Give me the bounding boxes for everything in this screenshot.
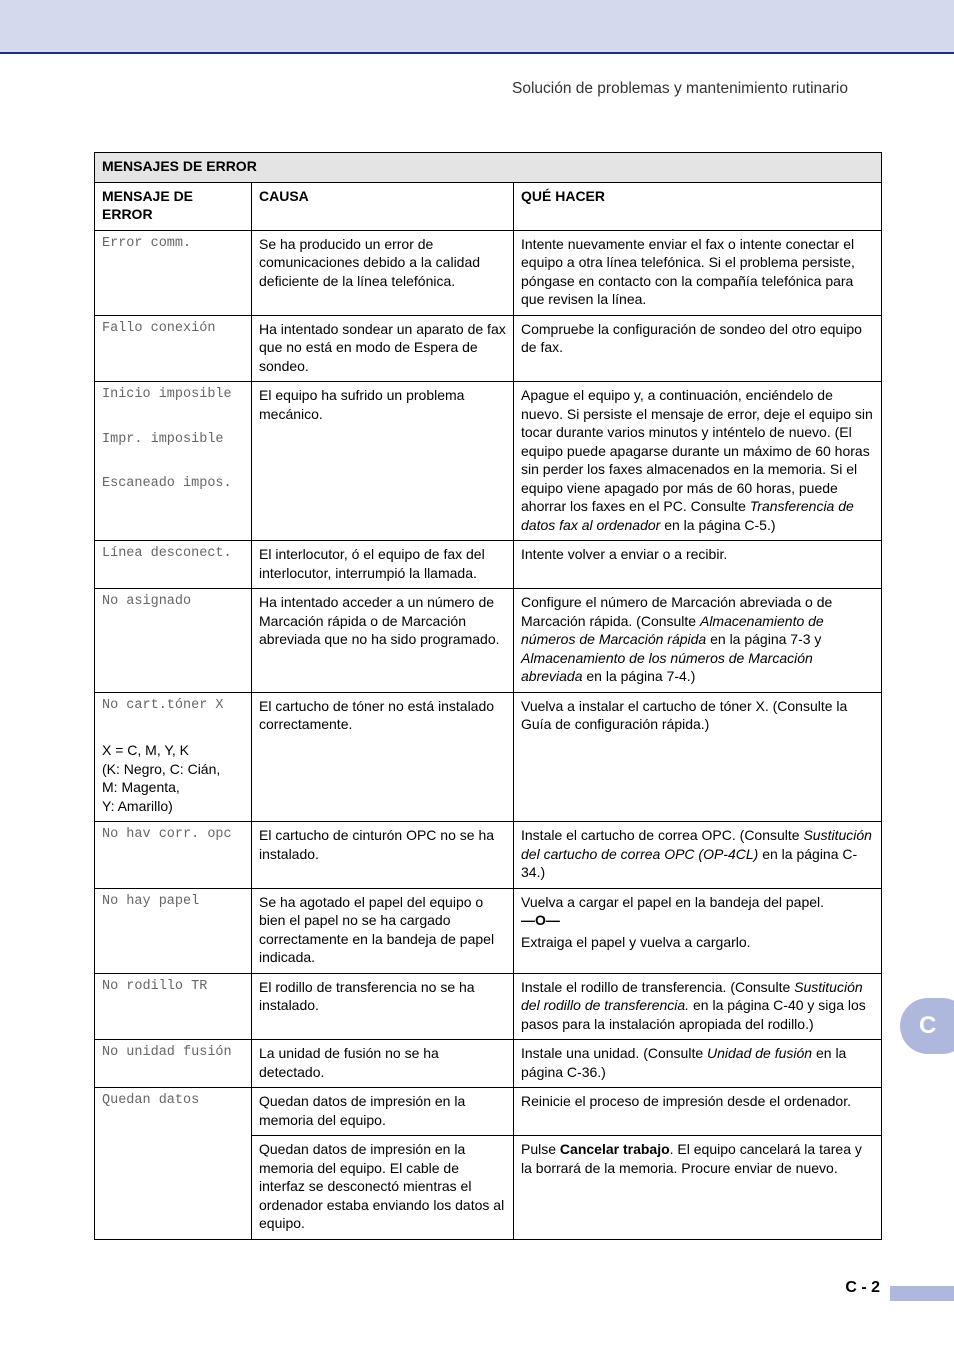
error-messages-table [94,152,882,1240]
action-cell: Reinicie el proceso de impresión desde el ordenador. [514,1088,882,1136]
error-message: Inicio imposible [102,387,232,402]
cause-cell: Ha intentado acceder a un número de Marcación rápida o de Marcación abreviada que no ha sido programado. [252,589,514,693]
action-cell: Instale el rodillo de transferencia. (Consulte Sustitución del rodillo de transferencia. en la página C-40 y siga los pasos para la instalación apropiada del rodillo.) [514,973,882,1040]
error-message: Impr. imposible [102,431,224,447]
reference-link-text: Almacenamiento de los números de Marcación abreviada [521,649,813,684]
table-row [95,382,882,541]
error-message: Escaneado impos. [102,476,232,491]
action-cell: Vuelva a instalar el cartucho de tóner X. (Consulte la Guía de configuración rápida.) [514,692,882,822]
message-cell [95,888,252,973]
top-band [0,0,954,54]
cause-cell: Ha intentado sondear un aparato de fax que no está en modo de Espera de sondeo. [252,315,514,382]
action-cell: Apague el equipo y, a continuación, enciéndelo de nuevo. Si persiste el mensaje de error, deje el equipo sin tocar durante varios minutos y inténtelo de nuevo. (El equipo puede apagarse durante un máximo de 60 horas sin perder los faxes almacenados en la memoria. Si el equipo viene apagado por más de 60 horas, puede ahorrar los faxes en el PC. Consulte Transferencia de datos fax al ordenador en la página C-5.) [514,382,882,541]
footer-bar [890,1286,954,1301]
error-message: No asignado [102,594,192,609]
message-cell [95,230,252,315]
error-message: No rodillo TR [102,978,208,994]
reference-link-text: Transferencia de datos fax al ordenador [521,498,854,533]
col-header-cause: CAUSA [252,182,514,230]
message-cell [95,973,252,1040]
cause-cell: El equipo ha sufrido un problema mecánico. [252,382,514,541]
table-row [95,822,882,889]
message-cell [95,589,252,693]
error-message: Fallo conexión [102,320,216,336]
key-name: Cancelar trabajo [559,1141,670,1157]
action-cell: Vuelva a cargar el papel en la bandeja del papel. —O— Extraiga el papel y vuelva a cargarlo. [514,888,882,973]
error-message: Quedan datos [102,1093,200,1108]
table-title: MENSAJES DE ERROR [95,153,882,183]
reference-link-text: Sustitución del rodillo de transferencia. [521,978,863,1013]
cause-cell: El cartucho de cinturón OPC no se ha instalado. [252,822,514,889]
table-title-row [95,153,882,183]
or-separator: —O— [521,912,560,928]
error-message: Error comm. [102,235,192,251]
action-cell: Configure el número de Marcación abreviada o de Marcación rápida. (Consulte Almacenamiento de números de Marcación rápida en la página 7-3 y Almacenamiento de los números de Marcación abreviada en la página 7-4.) [514,589,882,693]
cause-cell: Quedan datos de impresión en la memoria del equipo. El cable de interfaz se desconectó mientras el ordenador estaba enviando los datos al equipo. [252,1136,514,1240]
table-row [95,692,882,822]
col-header-action: QUÉ HACER [514,182,882,230]
table-row [95,315,882,382]
page-number: C - 2 [845,1279,880,1296]
running-header: Solución de problemas y mantenimiento rutinario [511,80,848,97]
message-cell [95,822,252,889]
error-message: No cart.tóner X [102,697,224,713]
table-header-row [95,182,882,230]
table-row [95,230,882,315]
table-row [95,973,882,1040]
toner-legend: X = C, M, Y, K (K: Negro, C: Cián, M: Magenta, Y: Amarillo) [102,742,221,814]
reference-link-text: Almacenamiento de números de Marcación rápida [521,612,824,647]
message-cell [95,541,252,589]
message-cell [95,692,252,822]
table-row [95,541,882,589]
message-cell [95,315,252,382]
reference-link-text: Unidad de fusión [707,1045,813,1061]
reference-link-text: Sustitución del cartucho de correa OPC (OP-4CL) [521,827,872,862]
action-cell: Intente nuevamente enviar el fax o intente conectar el equipo a otra línea telefónica. Si el problema persiste, póngase en contacto con la compañía telefónica para que revisen la línea. [514,230,882,315]
chapter-tab-c: C [900,998,954,1054]
error-message: Línea desconect. [102,546,232,561]
error-message: No hav corr. opc [102,827,232,842]
cause-cell: El interlocutor, ó el equipo de fax del interlocutor, interrumpió la llamada. [252,541,514,589]
action-cell: Pulse Cancelar trabajo. El equipo cancelará la tarea y la borrará de la memoria. Procure enviar de nuevo. [514,1136,882,1240]
action-cell: Instale el cartucho de correa OPC. (Consulte Sustitución del cartucho de correa OPC (OP-4CL) en la página C-34.) [514,822,882,889]
action-cell: Instale una unidad. (Consulte Unidad de fusión en la página C-36.) [514,1040,882,1088]
cause-cell: La unidad de fusión no se ha detectado. [252,1040,514,1088]
table-row [95,1040,882,1088]
action-cell: Compruebe la configuración de sondeo del otro equipo de fax. [514,315,882,382]
action-cell: Intente volver a enviar o a recibir. [514,541,882,589]
error-message: No unidad fusión [102,1045,232,1060]
cause-cell: El cartucho de tóner no está instalado correctamente. [252,692,514,822]
message-cell [95,382,252,541]
cause-cell: Se ha producido un error de comunicaciones debido a la calidad deficiente de la línea telefónica. [252,230,514,315]
table-row [95,888,882,973]
col-header-message: MENSAJE DE ERROR [95,182,252,230]
table-row [95,589,882,693]
table-row [95,1088,882,1136]
message-cell [95,1040,252,1088]
error-message: No hay papel [102,893,200,909]
cause-cell: El rodillo de transferencia no se ha instalado. [252,973,514,1040]
cause-cell: Se ha agotado el papel del equipo o bien el papel no se ha cargado correctamente en la bandeja de papel indicada. [252,888,514,973]
cause-cell: Quedan datos de impresión en la memoria del equipo. [252,1088,514,1136]
message-cell [95,1088,252,1240]
